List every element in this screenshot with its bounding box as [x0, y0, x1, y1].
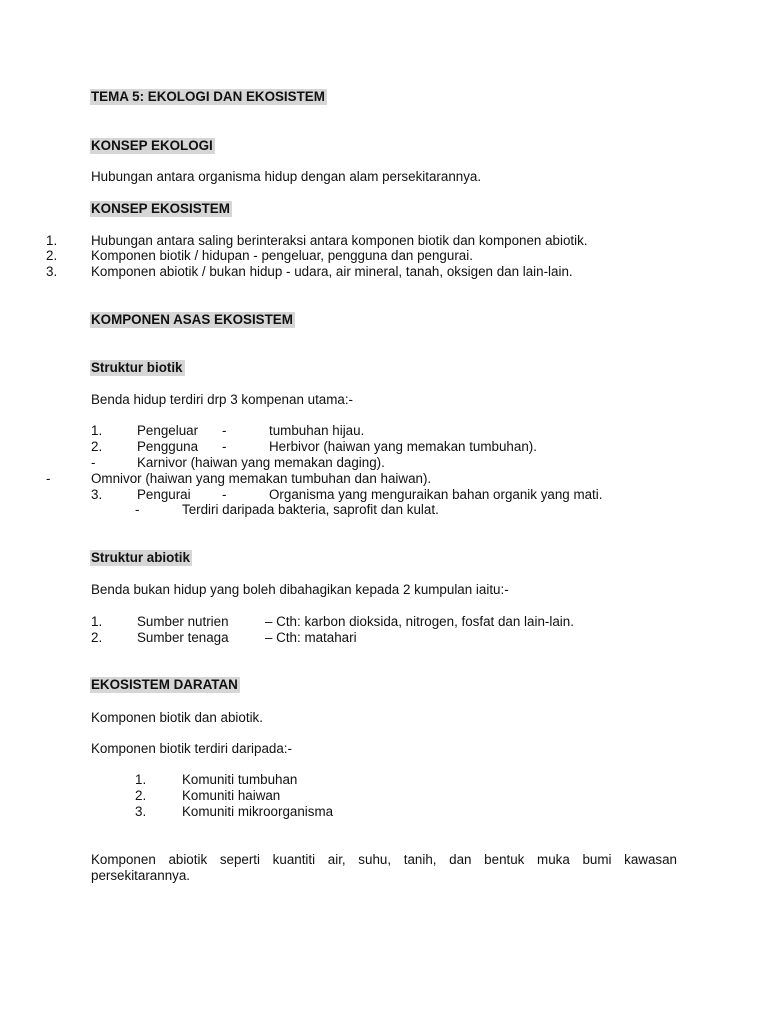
heading-struktur-biotik: Struktur biotik: [91, 360, 183, 375]
list-item: Komponen biotik / hidupan - pengeluar, pengguna dan pengurai.: [91, 248, 473, 263]
konsep-ekologi-text: Hubungan antara organisma hidup dengan alam persekitarannya.: [91, 169, 482, 184]
list-item-number: 2.: [91, 439, 103, 454]
list-item-number: 3.: [46, 264, 58, 279]
list-item-number: 2.: [91, 630, 103, 645]
struktur-abiotik-intro: Benda bukan hidup yang boleh dibahagikan kepada 2 kumpulan iaitu:-: [91, 582, 509, 597]
heading-konsep-ekologi: KONSEP EKOLOGI: [91, 138, 213, 153]
list-item-number: 2.: [46, 248, 58, 263]
heading-ekosistem-daratan: EKOSISTEM DARATAN: [91, 677, 238, 692]
heading-struktur-abiotik: Struktur abiotik: [91, 550, 190, 565]
document-title: TEMA 5: EKOLOGI DAN EKOSISTEM: [91, 89, 325, 104]
list-item-label: Sumber nutrien: [137, 614, 229, 629]
list-item-dash: -: [222, 439, 227, 454]
sub-item-dash: -: [46, 471, 51, 486]
list-item-number: 2.: [135, 788, 147, 803]
list-item: Komuniti haiwan: [182, 788, 281, 803]
list-item-dash: -: [222, 423, 227, 438]
heading-komponen-asas: KOMPONEN ASAS EKOSISTEM: [91, 312, 293, 327]
sub-item-karnivor: Karnivor (haiwan yang memakan daging).: [137, 455, 385, 470]
list-item-label: Sumber tenaga: [137, 630, 229, 645]
sub-item-dash: -: [91, 455, 96, 470]
list-item-number: 3.: [135, 804, 147, 819]
list-item-number: 1.: [91, 614, 103, 629]
sub-item-dash: -: [135, 502, 140, 517]
struktur-biotik-intro: Benda hidup terdiri drp 3 kompenan utama:-: [91, 392, 354, 407]
list-item-label: Pengguna: [137, 439, 199, 454]
list-item: Hubungan antara saling berinteraksi antara komponen biotik dan komponen abiotik.: [91, 233, 588, 248]
list-item-dash: -: [222, 487, 227, 502]
list-item-number: 1.: [135, 772, 147, 787]
list-item-desc: Organisma yang menguraikan bahan organik yang mati.: [269, 487, 603, 502]
list-item-number: 3.: [91, 487, 103, 502]
daratan-line-1: Komponen biotik dan abiotik.: [91, 710, 263, 725]
list-item: Komuniti mikroorganisma: [182, 804, 334, 819]
list-item: Komponen abiotik / bukan hidup - udara, air mineral, tanah, oksigen dan lain-lain.: [91, 264, 573, 279]
sub-item-omnivor: Omnivor (haiwan yang memakan tumbuhan dan haiwan).: [91, 471, 432, 486]
list-item-label: Pengeluar: [137, 423, 199, 438]
list-item-desc: – Cth: matahari: [265, 630, 357, 645]
list-item-label: Pengurai: [137, 487, 191, 502]
sub-item-pengurai: Terdiri daripada bakteria, saprofit dan kulat.: [182, 502, 439, 517]
daratan-line-2: Komponen biotik terdiri daripada:-: [91, 741, 292, 756]
daratan-closing-paragraph: Komponen abiotik seperti kuantiti air, suhu, tanih, dan bentuk muka bumi kawasan persekitarannya.: [91, 852, 677, 883]
heading-konsep-ekosistem: KONSEP EKOSISTEM: [91, 201, 230, 216]
list-item-desc: – Cth: karbon dioksida, nitrogen, fosfat dan lain-lain.: [265, 614, 574, 629]
list-item-desc: Herbivor (haiwan yang memakan tumbuhan).: [269, 439, 537, 454]
list-item-number: 1.: [91, 423, 103, 438]
list-item-number: 1.: [46, 233, 58, 248]
list-item-desc: tumbuhan hijau.: [269, 423, 365, 438]
list-item: Komuniti tumbuhan: [182, 772, 298, 787]
